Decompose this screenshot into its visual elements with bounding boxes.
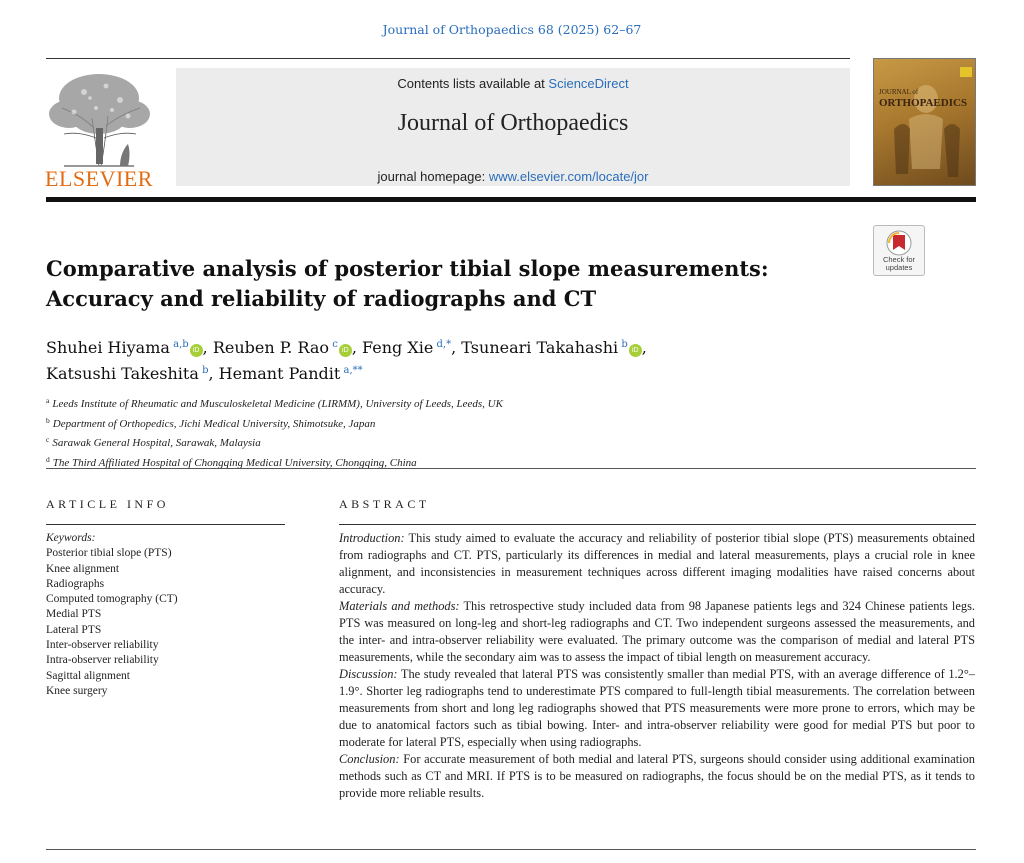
affiliation-text: Department of Orthopedics, Jichi Medical University, Shimotsuke, Japan	[52, 417, 376, 430]
orcid-icon[interactable]: iD	[190, 344, 203, 357]
journal-cover-thumbnail[interactable]	[873, 58, 976, 186]
keywords-label: Keywords:	[46, 532, 96, 544]
orcid-icon[interactable]: iD	[629, 344, 642, 357]
bottom-rule	[46, 849, 976, 850]
abstract-section-label: Conclusion:	[339, 752, 400, 766]
abstract-heading: ABSTRACT	[339, 497, 430, 511]
affiliations	[46, 393, 846, 471]
keyword-item: Intra-observer reliability	[46, 654, 159, 667]
affiliation-item	[46, 393, 846, 413]
author-affil-sup[interactable]: a,b	[173, 339, 189, 350]
affiliation-mark: c	[46, 435, 50, 444]
affiliation-item	[46, 432, 846, 452]
affiliation-mark: a	[46, 396, 50, 405]
author-list: Shuhei Hiyama $^{a,b}$iD , Reuben P. Rao $^c$iD , Feng Xie $^{d,*}$, Tsuneari Takahashi $^b$iD , Katsushi Takeshita $^b$, Hemant Pandit $^{a,**}$	[46, 338, 647, 383]
author-affil-sup[interactable]: b	[202, 365, 209, 376]
check-for-updates-button[interactable]	[873, 225, 925, 276]
author-name[interactable]: Shuhei Hiyama	[46, 338, 170, 357]
check-updates-icon	[874, 226, 924, 258]
contents-prefix: Contents lists available at	[397, 76, 549, 91]
author-affil-sup[interactable]: d,*	[436, 339, 452, 350]
homepage-link[interactable]: www.elsevier.com/locate/jor	[488, 169, 649, 184]
abstract-section-text: The study revealed that lateral PTS was consistently smaller than medial PTS, with an average difference of 1.2°–1.9°. Shorter leg radiographs tend to underestimate PTS compared to full-length tibial measurements. The correlation between measurements from short and long leg radiographs showed that PTS measurements were more prone to errors, which may be due to anatomical factors such as tibial bowing. Inter- and intra-observer reliability were good for medial PTS but poor to moderate for lateral PTS, especially when using radiographs.	[339, 667, 975, 749]
keyword-item: Radiographs	[46, 577, 105, 590]
keywords-list	[46, 531, 286, 699]
keyword-item: Medial PTS	[46, 608, 102, 621]
author-name[interactable]: Feng Xie	[362, 338, 434, 357]
journal-banner	[176, 68, 850, 186]
affiliation-text: Leeds Institute of Rheumatic and Musculoskeletal Medicine (LIRMM), University of Leeds, Leeds, UK	[52, 398, 503, 410]
sciencedirect-link[interactable]: ScienceDirect	[548, 76, 629, 91]
homepage-line	[176, 169, 850, 184]
article-info-heading: ARTICLE INFO	[46, 497, 169, 511]
check-updates-line2: updates	[885, 263, 913, 272]
abstract-section-label: Materials and methods:	[339, 599, 460, 613]
abstract-body	[339, 530, 975, 802]
keyword-item: Inter-observer reliability	[46, 639, 159, 652]
abstract-section-text: This study aimed to evaluate the accuracy and reliability of posterior tibial slope (PTS) measurements obtained from radiographs and CT. PTS, particularly its differences in medial and lateral measurements, plays a crucial role in knee alignment, and inconsistencies in measurement techniques across different imaging modalities have raised concerns about accuracy.	[339, 531, 975, 596]
cover-journal-of: JOURNAL of	[879, 88, 919, 96]
keyword-item: Sagittal alignment	[46, 669, 130, 682]
author-affil-sup[interactable]: c	[332, 339, 338, 350]
elsevier-wordmark: ELSEVIER	[45, 166, 153, 191]
affiliation-text: The Third Affiliated Hospital of Chongqing Medical University, Chongqing, China	[52, 456, 417, 469]
abstract-section	[339, 598, 975, 666]
article-title: Comparative analysis of posterior tibial slope measurements: Accuracy and reliability of radiographs and CT	[46, 256, 769, 311]
affiliation-text: Sarawak General Hospital, Sarawak, Malaysia	[52, 437, 261, 449]
affiliation-mark: b	[46, 415, 50, 425]
contents-line	[176, 76, 850, 91]
cover-figure-icon	[874, 59, 976, 186]
abstract-section	[339, 530, 975, 598]
keyword-item: Knee alignment	[46, 562, 120, 575]
cover-title	[879, 87, 967, 109]
affiliation-item	[46, 413, 846, 433]
abstract-rule	[339, 524, 976, 525]
article-info-rule	[46, 524, 285, 525]
author-name[interactable]: Reuben P. Rao	[212, 338, 330, 357]
abstract-section-label: Introduction:	[339, 531, 405, 545]
keyword-item: Posterior tibial slope (PTS)	[46, 547, 172, 560]
journal-name: Journal of Orthopaedics	[397, 110, 629, 136]
abstract-section-text: This retrospective study included data from 98 Japanese patients legs and 324 Chinese patients legs. PTS was measured on long-leg and short-leg radiographs and CT. Two independent surgeons assessed the measurements, and the inter- and intra-observer reliability were evaluated. The primary outcome was the comparison of medial and lateral PTS measurements, while the secondary aim was to assess the impact of tibial length on measurement accuracy.	[339, 599, 975, 664]
abstract-section	[339, 666, 975, 751]
abstract-section	[339, 751, 975, 802]
author-name[interactable]: Tsuneari Takahashi	[461, 338, 619, 357]
keyword-item: Computed tomography (CT)	[46, 593, 178, 606]
journal-citation[interactable]: Journal of Orthopaedics 68 (2025) 62–67	[382, 22, 642, 37]
cover-orthopaedics: ORTHOPAEDICS	[879, 97, 968, 109]
check-updates-line1: Check for	[882, 255, 916, 264]
header-thick-rule	[46, 197, 976, 202]
header-top-rule	[46, 58, 850, 59]
author-affil-sup[interactable]: b	[621, 339, 628, 350]
affiliation-mark: d	[46, 454, 50, 464]
homepage-prefix: journal homepage:	[377, 169, 489, 184]
keyword-item: Lateral PTS	[46, 623, 102, 636]
author-affil-sup[interactable]: a,**	[343, 365, 363, 376]
orcid-icon[interactable]: iD	[339, 344, 352, 357]
abstract-section-label: Discussion:	[339, 667, 398, 681]
keyword-item: Knee surgery	[46, 684, 108, 697]
author-name[interactable]: Katsushi Takeshita	[46, 364, 199, 383]
section-divider	[46, 468, 976, 469]
abstract-section-text: For accurate measurement of both medial and lateral PTS, surgeons should consider using additional examination methods such as CT and MRI. If PTS is to be measured on radiographs, the focus should be on the medial PTS, as it tends to provide more reliable results.	[339, 752, 975, 800]
author-name[interactable]: Hemant Pandit	[218, 364, 341, 383]
